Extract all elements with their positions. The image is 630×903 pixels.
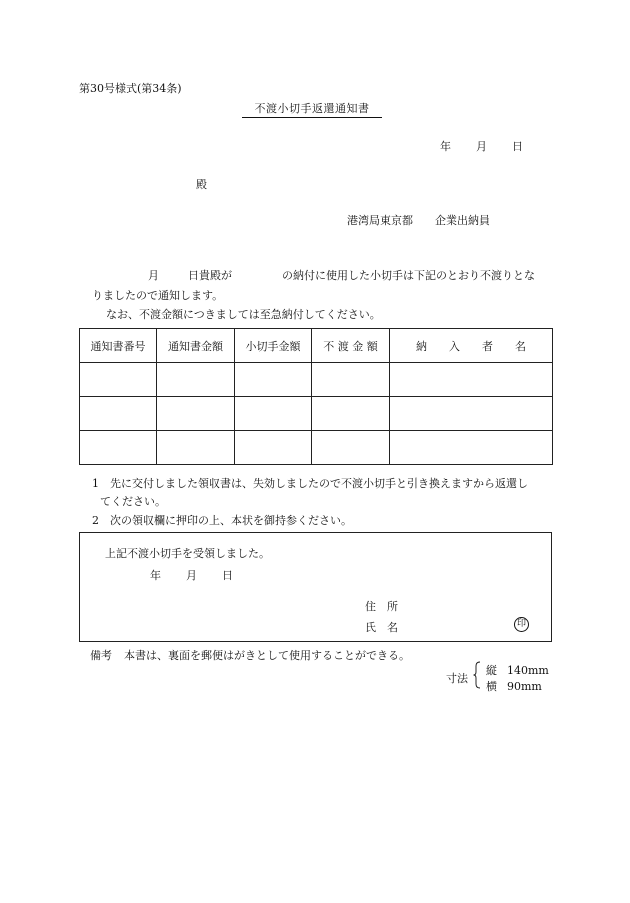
body-month: 月 xyxy=(148,269,159,282)
size-vertical xyxy=(486,662,549,678)
issuer-office: 港湾局東京都 xyxy=(347,214,413,227)
table-row xyxy=(80,363,553,397)
header-check-amount: 小切手金額 xyxy=(235,329,312,363)
table-row xyxy=(80,431,553,465)
table-cell xyxy=(80,397,157,431)
receipt-day: 日 xyxy=(222,569,233,582)
date-day: 日 xyxy=(512,140,523,153)
table-cell xyxy=(157,431,235,465)
table-cell xyxy=(157,397,235,431)
receipt-date xyxy=(150,567,233,583)
receipt-year: 年 xyxy=(150,569,161,582)
body-line1-rest: の納付に使用した小切手は下記のとおり不渡りとな xyxy=(282,269,535,282)
table-cell xyxy=(80,363,157,397)
size-vertical-label: 縦 xyxy=(486,664,497,677)
size-horizontal-label: 横 xyxy=(486,680,497,693)
table-cell xyxy=(312,431,390,465)
details-table xyxy=(79,328,553,465)
receipt-month: 月 xyxy=(186,569,197,582)
receipt-statement: 上記不渡小切手を受領しました。 xyxy=(105,547,270,560)
size-vertical-value: 140mm xyxy=(507,664,549,677)
table-cell xyxy=(390,397,553,431)
table-header-row xyxy=(80,329,553,363)
table-cell xyxy=(312,363,390,397)
body-line-2: りましたので通知します。 xyxy=(92,289,224,302)
header-dishonored-amount: 不 渡 金 額 xyxy=(312,329,390,363)
seal-mark: 印 xyxy=(514,617,529,632)
remark xyxy=(90,647,410,663)
body-day-part: 日貴殿が xyxy=(188,269,232,282)
addressee-suffix: 殿 xyxy=(196,178,207,191)
issue-date xyxy=(440,138,523,154)
form-number: 第30号様式(第34条) xyxy=(79,82,182,95)
body-line-1 xyxy=(148,267,535,283)
size-label: 寸法 xyxy=(446,672,468,685)
issuer xyxy=(347,212,490,228)
table-cell xyxy=(390,431,553,465)
table-cell xyxy=(80,431,157,465)
remark-label: 備考 xyxy=(90,649,112,662)
issuer-role: 企業出納員 xyxy=(435,214,490,227)
name-label: 氏 名 xyxy=(365,621,398,634)
address-label: 住 所 xyxy=(365,600,398,613)
brace-icon xyxy=(473,661,481,689)
table-cell xyxy=(235,431,312,465)
note-1-line-2: てください。 xyxy=(100,495,166,508)
size-horizontal-value: 90mm xyxy=(507,680,542,693)
table-cell xyxy=(390,363,553,397)
date-month: 月 xyxy=(476,140,487,153)
table-cell xyxy=(235,363,312,397)
table-row xyxy=(80,397,553,431)
date-year: 年 xyxy=(440,140,451,153)
remark-text: 本書は、裏面を郵便はがきとして使用することができる。 xyxy=(124,649,410,662)
header-notice-number: 通知書番号 xyxy=(80,329,157,363)
table-cell xyxy=(312,397,390,431)
body-line-3: なお、不渡金額につきましては至急納付してください。 xyxy=(106,308,381,321)
table-cell xyxy=(235,397,312,431)
size-horizontal xyxy=(486,678,542,694)
note-1-line-1: 1 先に交付しました領収書は、失効しましたので不渡小切手と引き換えますから返還し xyxy=(92,477,528,490)
header-payer-name: 納 入 者 名 xyxy=(390,329,553,363)
header-notice-amount: 通知書金額 xyxy=(157,329,235,363)
document-title: 不渡小切手返還通知書 xyxy=(242,100,382,118)
table-cell xyxy=(157,363,235,397)
note-2: 2 次の領収欄に押印の上、本状を御持参ください。 xyxy=(92,514,352,527)
